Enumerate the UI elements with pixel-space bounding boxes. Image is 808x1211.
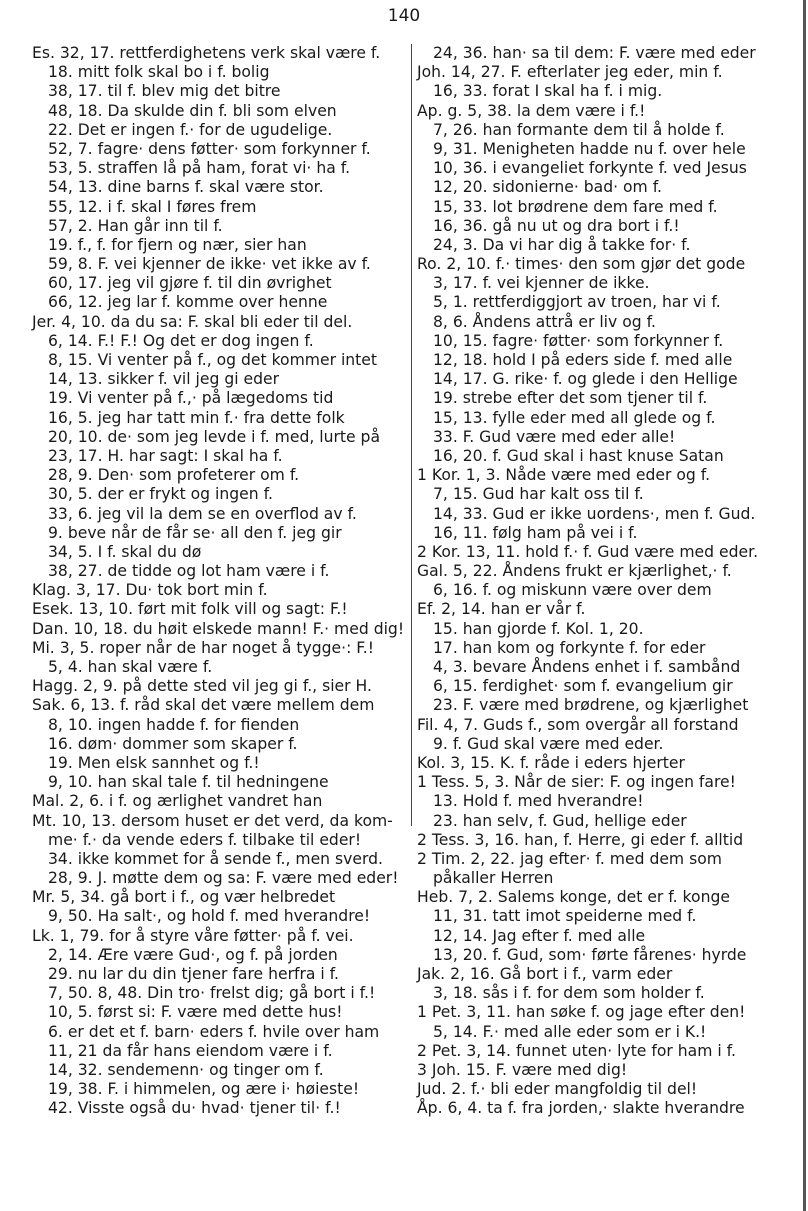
index-entry-line: Ap. g. 5, 38. la dem være i f.!: [417, 101, 646, 120]
index-entry-line: 4, 3. bevare Åndens enhet i f. sambånd: [433, 658, 741, 676]
index-entry-line: Mt. 10, 13. dersom huset er det verd, da kom-: [32, 811, 393, 830]
index-entry-line: Lk. 1, 79. for å styre våre føtter· på f. vei.: [32, 926, 354, 945]
index-entry-line: 19, 38. F. i himmelen, og ære i· høieste!: [48, 1080, 360, 1099]
index-entry-line: 19. strebe efter det som tjener til f.: [433, 389, 708, 408]
index-entry-line: 6, 16. f. og miskunn være over dem: [433, 581, 712, 600]
index-entry-line: 59, 8. F. vei kjenner de ikke· vet ikke av f.: [48, 255, 371, 274]
index-entry-line: 16, 5. jeg har tatt min f.· fra dette folk: [48, 408, 345, 427]
index-entry-line: 12, 20. sidonierne· bad· om f.: [433, 178, 663, 197]
index-entry-line: 20, 10. de· som jeg levde i f. med, lurte på: [48, 427, 381, 446]
index-entry-line: 1 Tess. 5, 3. Når de sier: F. og ingen fare!: [417, 773, 736, 792]
index-entry-line: 34. ikke kommet for å sende f., men sverd.: [48, 849, 383, 868]
index-entry-line: 10, 15. fagre· føtter· som forkynner f.: [433, 331, 724, 350]
index-entry-line: 13, 20. f. Gud, som· førte fårenes· hyrde: [433, 945, 747, 964]
index-entry-line: 10, 36. i evangeliet forkynte f. ved Jesus: [433, 159, 747, 178]
index-entry-line: 7, 26. han formante dem til å holde f.: [433, 120, 725, 139]
index-entry-line: 19. Men elsk sannhet og f.!: [48, 753, 260, 772]
index-entry-line: Klag. 3, 17. Du· tok bort min f.: [32, 581, 268, 600]
index-entry-line: 60, 17. jeg vil gjøre f. til din øvrighet: [48, 274, 332, 293]
index-entry-line: 14, 33. Gud er ikke uordens·, men f. Gud.: [433, 504, 756, 523]
index-entry-line: 6, 15. ferdighet· som f. evangelium gir: [433, 677, 733, 696]
index-entry-line: 53, 5. straffen lå på ham, forat vi· ha f.: [48, 159, 351, 178]
index-entry-line: 55, 12. i f. skal I føres frem: [48, 197, 257, 216]
index-entry-line: 19. f., f. for fjern og nær, sier han: [48, 235, 307, 254]
index-entry-line: 2 Pet. 3, 14. funnet uten· lyte for ham i f.: [417, 1041, 736, 1060]
index-entry-line: Esek. 13, 10. ført mit folk vill og sagt: F.!: [32, 600, 348, 619]
index-entry-line: 18. mitt folk skal bo i f. bolig: [48, 63, 270, 82]
index-entry-line: 14, 13. sikker f. vil jeg gi eder: [48, 370, 280, 389]
index-entry-line: 28, 9. J. møtte dem og sa: F. være med eder!: [48, 869, 399, 888]
index-entry-line: Fil. 4, 7. Guds f., som overgår all forstand: [417, 715, 739, 734]
left-column: [32, 44, 408, 1119]
index-entry-line: me· f.· da vende eders f. tilbake til eder!: [48, 830, 362, 849]
index-entry-line: 2 Tess. 3, 16. han, f. Herre, gi eder f. alltid: [417, 830, 744, 849]
index-entry-line: 22. Det er ingen f.· for de ugudelige.: [48, 120, 333, 139]
index-entry-line: 1 Kor. 1, 3. Nåde være med eder og f.: [417, 466, 711, 485]
index-entry-line: 1 Pet. 3, 11. han søke f. og jage efter den!: [417, 1003, 746, 1022]
index-entry-line: Mr. 5, 34. gå bort i f., og vær helbredet: [32, 888, 336, 907]
index-entry-line: Heb. 7, 2. Salems konge, det er f. konge: [417, 888, 730, 907]
index-entry-line: 24, 3. Da vi har dig å takke for· f.: [433, 235, 691, 254]
index-entry-line: 6, 14. F.! F.! Og det er dog ingen f.: [48, 331, 314, 350]
index-entry-line: 12, 14. Jag efter f. med alle: [433, 926, 646, 945]
index-entry-line: 16, 20. f. Gud skal i hast knuse Satan: [433, 446, 724, 465]
index-entry-line: 9. f. Gud skal være med eder.: [433, 734, 664, 753]
index-entry-line: Ro. 2, 10. f.· times· den som gjør det gode: [417, 255, 746, 274]
index-entry-line: Mi. 3, 5. roper når de har noget å tygge·: F.!: [32, 638, 374, 657]
index-entry-line: Hagg. 2, 9. på dette sted vil jeg gi f., sier H.: [32, 677, 372, 696]
index-entry-line: Mal. 2, 6. i f. og ærlighet vandret han: [32, 792, 323, 811]
index-entry-line: 15, 13. fylle eder med all glede og f.: [433, 408, 716, 427]
index-entry-line: Jak. 2, 16. Gå bort i f., varm eder: [417, 965, 673, 983]
index-entry-line: 28, 9. Den· som profeterer om f.: [48, 466, 300, 485]
index-entry-line: 30, 5. der er frykt og ingen f.: [48, 485, 273, 504]
index-entry-line: 5, 14. F.· med alle eder som er i K.!: [433, 1022, 707, 1041]
index-entry-line: 33. F. Gud være med eder alle!: [433, 427, 676, 446]
index-entry-line: 33, 6. jeg vil la dem se en overflod av f.: [48, 504, 357, 523]
index-entry-line: 7, 15. Gud har kalt oss til f.: [433, 485, 644, 504]
index-entry-line: Kol. 3, 15. K. f. råde i eders hjerter: [417, 753, 685, 772]
index-entry-line: 52, 7. fagre· dens føtter· som forkynner f.: [48, 139, 371, 158]
index-entry-line: 57, 2. Han går inn til f.: [48, 216, 223, 235]
index-entry-line: 23. F. være med brødrene, og kjærlighet: [433, 696, 749, 715]
index-entry-line: 6. er det et f. barn· eders f. hvile over ham: [48, 1022, 380, 1041]
index-entry-line: 11, 21 da får hans eiendom være i f.: [48, 1041, 333, 1060]
index-entry-line: 23, 17. H. har sagt: I skal ha f.: [48, 446, 283, 465]
index-entry-line: 13. Hold f. med hverandre!: [433, 792, 644, 811]
right-column: [417, 44, 805, 1119]
index-entry-line: 15, 33. lot brødrene dem fare med f.: [433, 197, 718, 216]
index-entry-line: 54, 13. dine barns f. skal være stor.: [48, 178, 324, 197]
index-entry-line: 16, 33. forat I skal ha f. i mig.: [433, 82, 663, 101]
index-entry-line: 14, 17. G. rike· f. og glede i den Hellige: [433, 370, 738, 389]
index-entry-line: 9. beve når de får se· all den f. jeg gir: [48, 523, 342, 542]
index-entry-line: 8, 6. Åndens attrå er liv og f.: [433, 312, 656, 331]
index-entry-line: 17. han kom og forkynte f. for eder: [433, 638, 706, 657]
index-entry-line: 9, 31. Menigheten hadde nu f. over hele: [433, 139, 746, 158]
index-entry-line: 7, 50. 8, 48. Din tro· frelst dig; gå bort i f.!: [48, 984, 376, 1003]
index-entry-line: 24, 36. han· sa til dem: F. være med eder: [433, 44, 756, 62]
index-entry-line: 5, 4. han skal være f.: [48, 658, 213, 676]
index-entry-line: 23. han selv, f. Gud, hellige eder: [433, 811, 687, 830]
index-entry-line: 19. Vi venter på f.,· på lægedoms tid: [48, 389, 334, 408]
index-entry-line: 2 Kor. 13, 11. hold f.· f. Gud være med eder.: [417, 542, 759, 561]
index-entry-line: Joh. 14, 27. F. efterlater jeg eder, min f.: [417, 63, 723, 82]
column-divider: [411, 44, 412, 826]
index-entry-line: 15. han gjorde f. Kol. 1, 20.: [433, 619, 644, 638]
index-entry-line: 34, 5. I f. skal du dø: [48, 542, 202, 561]
index-entry-line: 3 Joh. 15. F. være med dig!: [417, 1060, 628, 1079]
index-entry-line: 29. nu lar du din tjener fare herfra i f.: [48, 965, 339, 983]
index-entry-line: 3, 17. f. vei kjenner de ikke.: [433, 274, 650, 293]
index-entry-line: Es. 32, 17. rettferdighetens verk skal være f.: [32, 44, 381, 62]
index-entry-line: 38, 17. til f. blev mig det bitre: [48, 82, 281, 101]
index-entry-line: 16, 11. følg ham på vei i f.: [433, 523, 638, 542]
index-entry-line: 5, 1. rettferdiggjort av troen, har vi f.: [433, 293, 721, 312]
index-entry-line: 48, 18. Da skulde din f. bli som elven: [48, 101, 337, 120]
index-entry-line: Jud. 2. f.· bli eder mangfoldig til del!: [417, 1080, 698, 1099]
index-entry-line: 66, 12. jeg lar f. komme over henne: [48, 293, 328, 312]
index-entry-line: 14, 32. sendemenn· og tinger om f.: [48, 1060, 324, 1079]
index-entry-line: 8, 10. ingen hadde f. for fienden: [48, 715, 300, 734]
index-entry-line: 42. Visste også du· hvad· tjener til· f.!: [48, 1099, 341, 1118]
page-number: 140: [387, 6, 421, 26]
index-entry-line: 16. døm· dommer som skaper f.: [48, 734, 298, 753]
index-entry-line: Jer. 4, 10. da du sa: F. skal bli eder til del.: [32, 312, 353, 331]
index-entry-line: 38, 27. de tidde og lot ham være i f.: [48, 562, 330, 581]
index-entry-line: 9, 50. Ha salt·, og hold f. med hverandre!: [48, 907, 371, 926]
index-entry-line: Sak. 6, 13. f. råd skal det være mellem dem: [32, 696, 375, 715]
index-entry-line: 10, 5. først si: F. være med dette hus!: [48, 1003, 343, 1022]
page-edge-mark: [803, 0, 806, 1211]
index-entry-line: 2, 14. Ære være Gud·, og f. på jorden: [48, 945, 338, 964]
index-entry-line: Gal. 5, 22. Åndens frukt er kjærlighet,· f.: [417, 562, 732, 581]
index-entry-line: 12, 18. hold I på eders side f. med alle: [433, 351, 733, 369]
index-entry-line: påkaller Herren: [433, 869, 554, 888]
index-entry-line: 2 Tim. 2, 22. jag efter· f. med dem som: [417, 849, 722, 868]
index-entry-line: Dan. 10, 18. du høit elskede mann! F.· med dig!: [32, 619, 405, 638]
index-entry-line: 9, 10. han skal tale f. til hedningene: [48, 773, 329, 792]
index-entry-line: Åp. 6, 4. ta f. fra jorden,· slakte hverandre: [417, 1099, 745, 1118]
index-entry-line: 8, 15. Vi venter på f., og det kommer intet: [48, 351, 377, 369]
index-entry-line: 16, 36. gå nu ut og dra bort i f.!: [433, 216, 680, 235]
index-entry-line: Ef. 2, 14. han er vår f.: [417, 600, 586, 619]
index-entry-line: 3, 18. sås i f. for dem som holder f.: [433, 984, 705, 1003]
index-entry-line: 11, 31. tatt imot speiderne med f.: [433, 907, 697, 926]
